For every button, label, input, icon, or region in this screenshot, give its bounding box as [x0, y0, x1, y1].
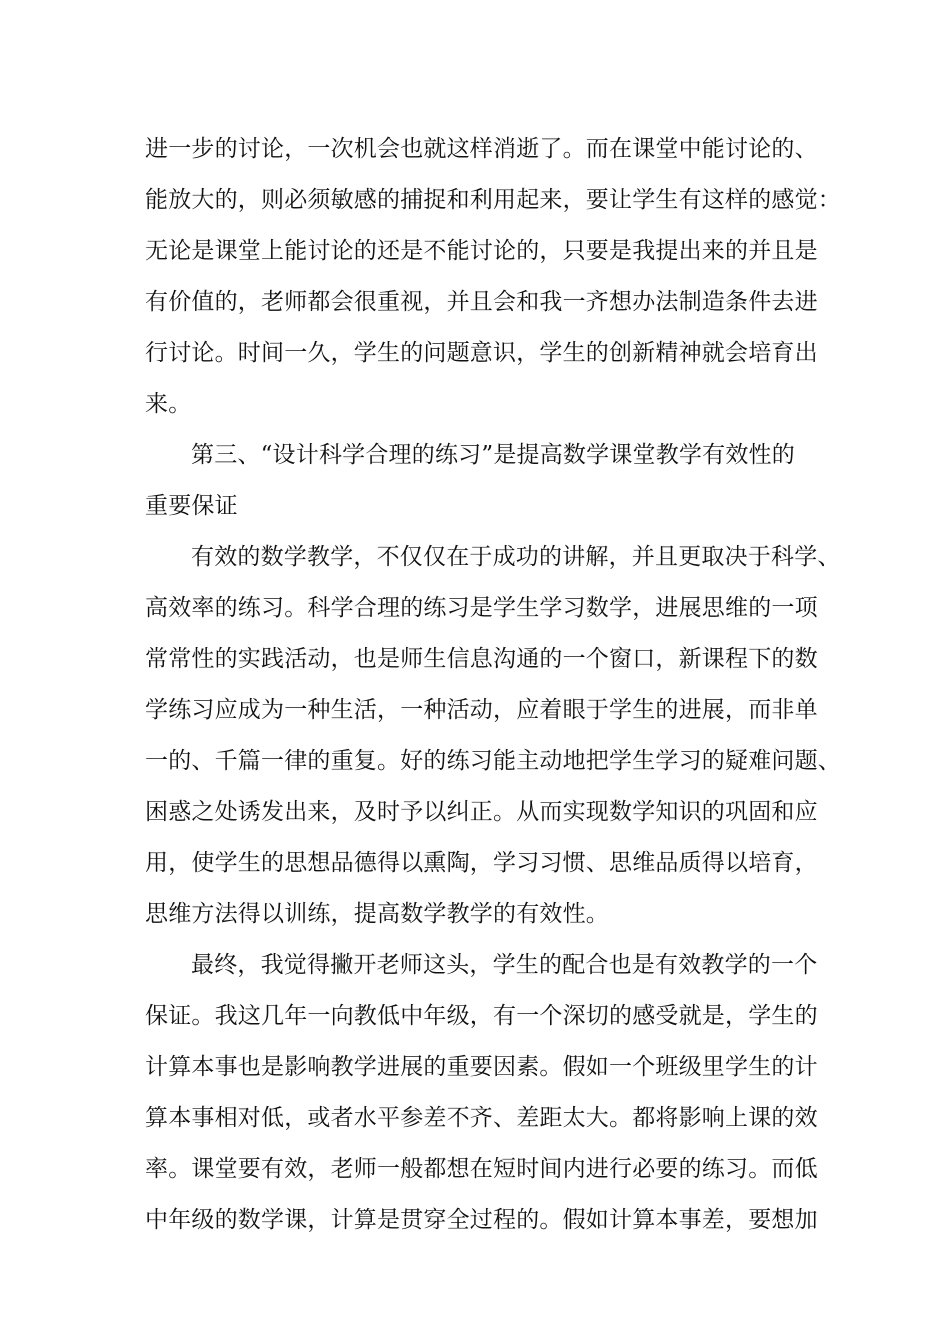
paragraph-1 — [145, 124, 841, 430]
text-line: 思维方法得以训练，提高数学教学的有效性。 — [145, 901, 609, 927]
paragraph-3 — [145, 532, 841, 940]
text-line: 重要保证 — [145, 493, 238, 519]
paragraph-4 — [145, 940, 818, 1246]
paragraph-2-heading — [145, 430, 815, 532]
text-line: 最终，我觉得撇开老师这头，学生的配合也是有效教学的一个 — [191, 952, 818, 978]
text-line: 保证。我这几年一向教低中年级，有一个深切的感受就是，学生的 — [145, 1003, 818, 1029]
text-line: 进一步的讨论，一次机会也就这样消逝了。而在课堂中能讨论的、 — [145, 136, 818, 162]
text-line: 行讨论。时间一久，学生的问题意识，学生的创新精神就会培育出 — [145, 340, 818, 366]
text-line: 学练习应成为一种生活，一种活动，应着眼于学生的进展，而非单 — [145, 697, 818, 723]
text-line: 率。课堂要有效，老师一般都想在短时间内进行必要的练习。而低 — [145, 1156, 818, 1182]
text-line: 有价值的，老师都会很重视，并且会和我一齐想办法制造条件去进 — [145, 289, 818, 315]
text-line: 算本事相对低，或者水平参差不齐、差距太大。都将影响上课的效 — [145, 1105, 818, 1131]
text-line: 来。 — [145, 391, 192, 417]
text-line: 常常性的实践活动，也是师生信息沟通的一个窗口，新课程下的数 — [145, 646, 818, 672]
text-line: 一的、千篇一律的重复。好的练习能主动地把学生学习的疑难问题、 — [145, 748, 841, 774]
text-line: 高效率的练习。科学合理的练习是学生学习数学，进展思维的一项 — [145, 595, 818, 621]
document-body — [145, 124, 841, 1246]
text-line: 困惑之处诱发出来，及时予以纠正。从而实现数学知识的巩固和应 — [145, 799, 818, 825]
text-line: 用，使学生的思想品德得以熏陶，学习习惯、思维品质得以培育， — [145, 850, 818, 876]
text-line: 中年级的数学课，计算是贯穿全过程的。假如计算本事差，要想加 — [145, 1207, 818, 1233]
text-line: 无论是课堂上能讨论的还是不能讨论的，只要是我提出来的并且是 — [145, 238, 818, 264]
text-line: 有效的数学教学，不仅仅在于成功的讲解，并且更取决于科学、 — [191, 544, 841, 570]
text-line: 计算本事也是影响教学进展的重要因素。假如一个班级里学生的计 — [145, 1054, 818, 1080]
text-line: 能放大的，则必须敏感的捕捉和利用起来，要让学生有这样的感觉： — [145, 187, 841, 213]
text-line: 第三、“设计科学合理的练习”是提高数学课堂教学有效性的 — [191, 442, 795, 468]
